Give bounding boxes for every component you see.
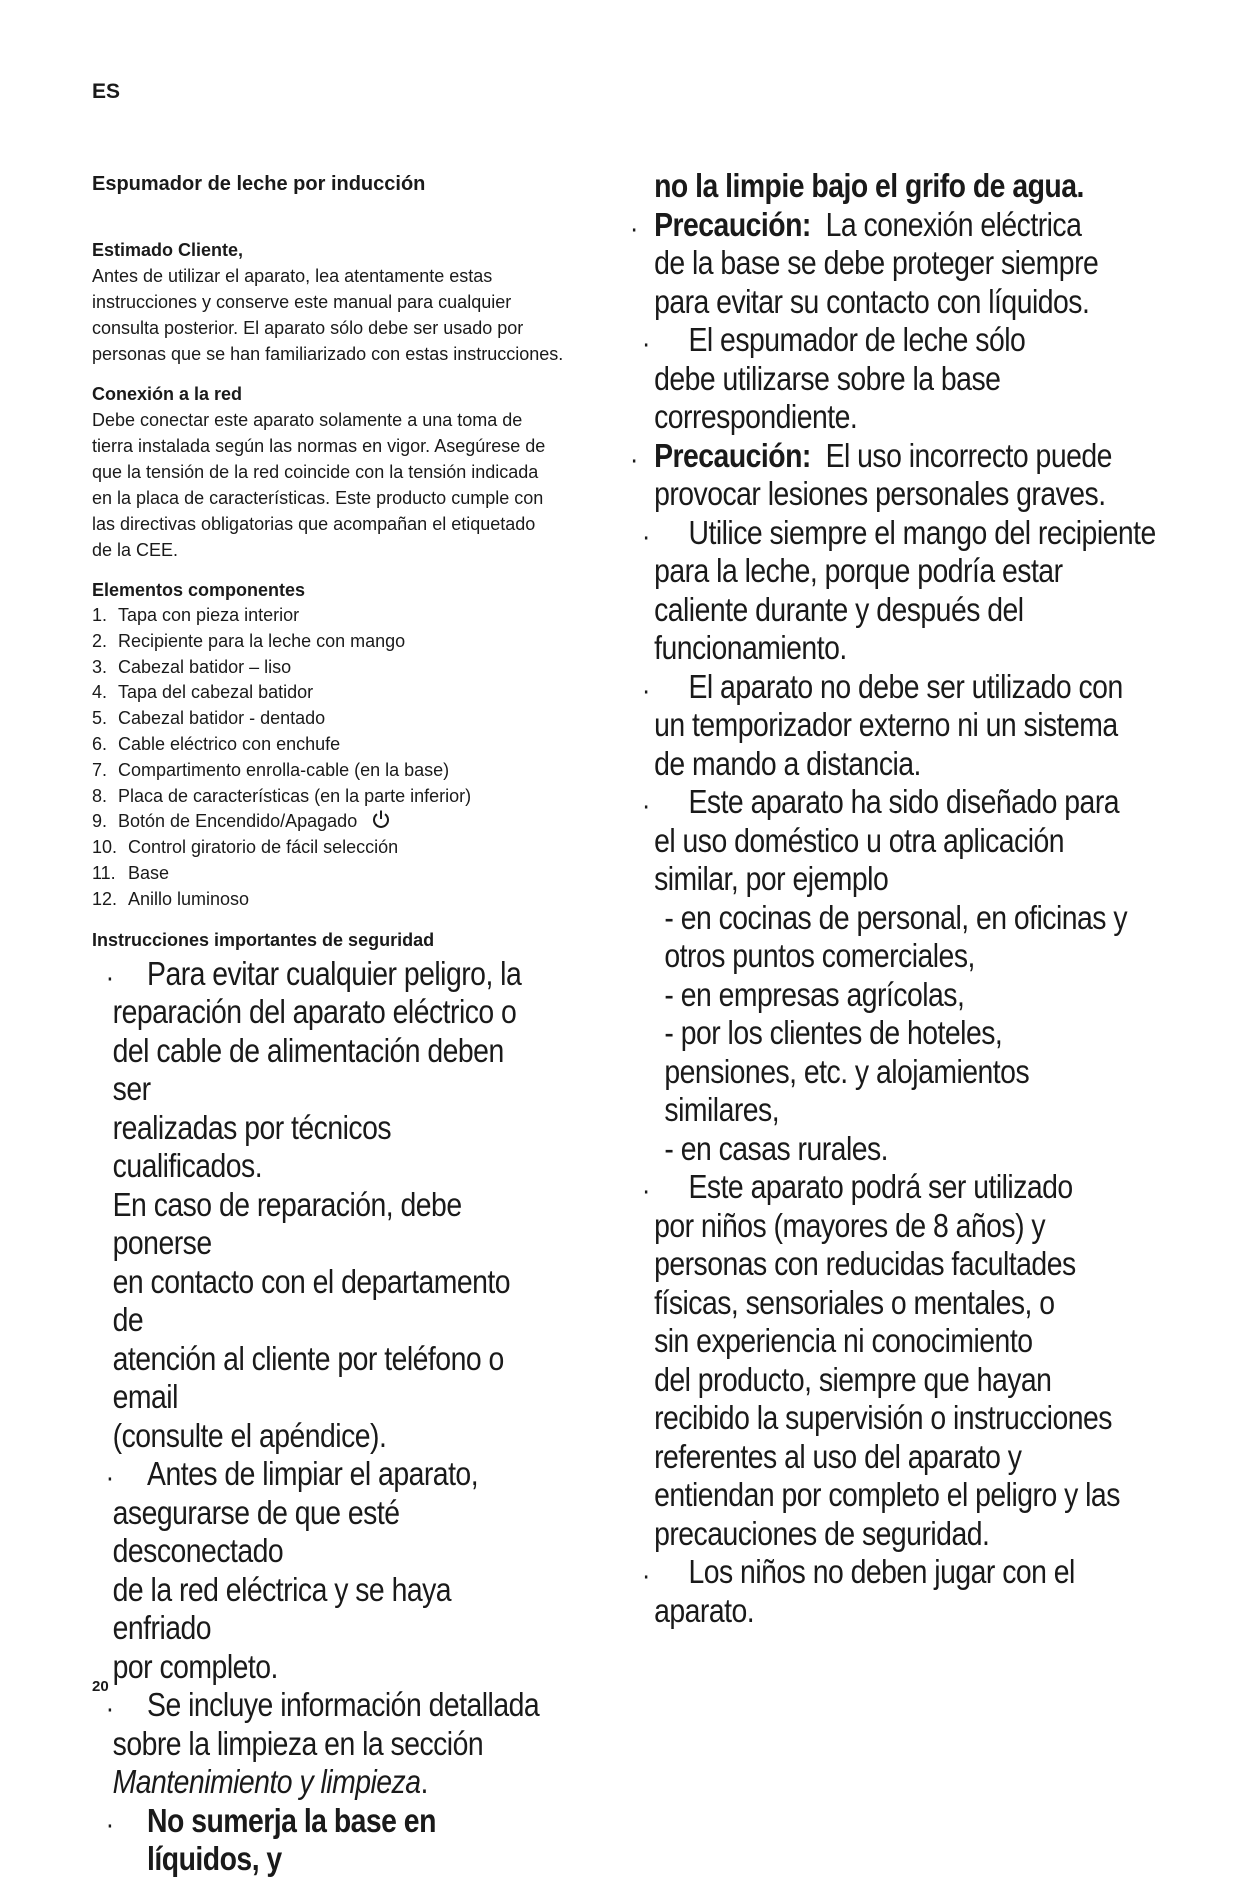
power-icon (371, 809, 391, 829)
greeting-line: personas que se han familiarizado con estas instrucciones. (92, 344, 564, 364)
list-item: 3. Cabezal batidor – liso (92, 656, 292, 677)
list-item: · Este aparato ha sido diseñado para (630, 783, 1129, 822)
text-line: por completo. (112, 1647, 278, 1685)
left-column (92, 170, 612, 1879)
text-line: caliente durante y después del (654, 590, 1024, 628)
list-item: · El aparato no debe ser utilizado con (630, 668, 1129, 707)
bullet-icon: · (643, 1182, 649, 1204)
text-line: aparato. (654, 1591, 755, 1629)
list-item: · Se incluye información detallada (92, 1686, 539, 1725)
text-line: de la base se debe proteger siempre (654, 244, 1099, 281)
list-item: · El espumador de leche sólo (630, 321, 1129, 360)
list-item: 9. Botón de Encendido/Apagado (92, 809, 612, 835)
list-item: · Precaución: El uso incorrecto puede (630, 437, 1129, 476)
bullet-icon: · (631, 219, 637, 242)
greeting-heading: Estimado Cliente, (92, 240, 244, 260)
text-line: para evitar su contacto con líquidos. (654, 282, 1090, 320)
text-line: asegurarse de que esté desconectado (112, 1493, 400, 1570)
list-item: · Precaución: La conexión eléctrica (630, 206, 1129, 245)
text-line: - en casas rurales. (664, 1129, 889, 1167)
connection-line: en la placa de características. Este producto cumple con (92, 488, 544, 508)
bullet-icon: · (631, 450, 637, 473)
text-line: correspondiente. (654, 398, 858, 435)
greeting-line: Antes de utilizar el aparato, lea atentamente estas (92, 266, 493, 286)
safety-section (92, 927, 612, 1879)
text-line: físicas, sensoriales o mentales, o (654, 1283, 1055, 1321)
bullet-icon: · (643, 797, 649, 819)
list-item: · Los niños no deben jugar con el (630, 1553, 1129, 1592)
list-item: 4. Tapa del cabezal batidor (92, 682, 314, 703)
language-code: ES (92, 80, 121, 103)
text-line: - por los clientes de hoteles, (664, 1014, 1003, 1051)
connection-line: que la tensión de la red coincide con la tensión indicada (92, 462, 539, 482)
list-item: 8. Placa de características (en la parte inferior) (92, 785, 472, 806)
bullet-icon: · (107, 1700, 113, 1723)
list-item: · Este aparato podrá ser utilizado (630, 1168, 1129, 1207)
text-line: similar, por ejemplo (654, 860, 889, 897)
text-line: en contacto con el departamento de (112, 1262, 511, 1339)
text-line: referentes al uso del aparato y (654, 1437, 1022, 1475)
text-line: para la leche, porque podría estar (654, 552, 1063, 589)
text-line: En caso de reparación, debe ponerse (112, 1185, 462, 1262)
list-item: · Utilice siempre el mango del recipiente (630, 514, 1129, 553)
components-list (92, 603, 612, 913)
text-line: de mando a distancia. (654, 744, 921, 782)
text-line: atención al cliente por teléfono o email (112, 1339, 504, 1416)
text-line: otros puntos comerciales, (664, 937, 975, 974)
text-line: (consulte el apéndice). (112, 1416, 387, 1454)
document-title: Espumador de leche por inducción (92, 173, 426, 195)
text-line: realizadas por técnicos cualificados. (112, 1108, 392, 1185)
page-number: 20 (92, 1678, 109, 1695)
greeting-line: consulta posterior. El aparato sólo debe ser usado por (92, 318, 524, 338)
text-line: sobre la limpieza en la sección (112, 1724, 484, 1762)
text-line: funcionamiento. (654, 629, 847, 666)
text-line: un temporizador externo ni un sistema (654, 706, 1118, 743)
connection-heading: Conexión a la red (92, 384, 243, 404)
bullet-icon: · (643, 1567, 649, 1589)
text-line: el uso doméstico u otra aplicación (654, 821, 1065, 859)
text-line: de la red eléctrica y se haya enfriado (112, 1570, 452, 1647)
greeting-line: instrucciones y conserve este manual para cualquier (92, 292, 512, 312)
text-line: del cable de alimentación deben ser (112, 1031, 504, 1108)
text-line: recibido la supervisión o instrucciones (654, 1399, 1112, 1436)
list-item: 10. Control giratorio de fácil selección (92, 837, 399, 858)
text-line: - en cocinas de personal, en oficinas y (664, 898, 1128, 936)
text-line: entiendan por completo el peligro y las (654, 1476, 1120, 1513)
list-item: 1. Tapa con pieza interior (92, 605, 300, 625)
text-line: Mantenimiento y limpieza. (112, 1763, 428, 1801)
list-item: · No sumerja la base en líquidos, y (107, 1801, 436, 1878)
right-column (630, 167, 1210, 1630)
list-item: 11. Base (92, 862, 170, 883)
text-line: sin experiencia ni conocimiento (654, 1322, 1033, 1359)
greeting-section (92, 237, 612, 367)
bullet-icon: · (107, 1815, 113, 1838)
text-line: debe utilizarse sobre la base (654, 359, 1001, 397)
text-line: provocar lesiones personales graves. (654, 475, 1106, 512)
list-item: 6. Cable eléctrico con enchufe (92, 733, 341, 754)
connection-line: de la CEE. (92, 540, 179, 560)
text-line: por niños (mayores de 8 años) y (654, 1206, 1046, 1244)
components-heading: Elementos componentes (92, 580, 306, 600)
text-line: del producto, siempre que hayan (654, 1360, 1052, 1398)
text-line: no la limpie bajo el grifo de agua. (654, 167, 1084, 204)
connection-line: Debe conectar este aparato solamente a una toma de (92, 410, 523, 430)
list-item: · Antes de limpiar el aparato, (92, 1455, 539, 1494)
connection-section (92, 381, 612, 563)
text-line: precauciones de seguridad. (654, 1514, 990, 1552)
bullet-icon: · (107, 1469, 113, 1492)
safety-list (92, 955, 612, 1879)
text-line: - en empresas agrícolas, (664, 975, 965, 1013)
bullet-icon: · (643, 335, 649, 357)
components-section (92, 577, 612, 913)
bullet-icon: · (107, 968, 113, 991)
list-item: 5. Cabezal batidor - dentado (92, 708, 326, 729)
bullet-icon: · (643, 681, 649, 704)
bullet-icon: · (643, 527, 649, 550)
connection-line: las directivas obligatorias que acompañan el etiquetado (92, 514, 536, 534)
text-line: similares, (664, 1091, 780, 1128)
list-item: · Para evitar cualquier peligro, la (92, 955, 539, 994)
safety-heading: Instrucciones importantes de seguridad (92, 929, 435, 950)
list-item: 2. Recipiente para la leche con mango (92, 630, 406, 651)
list-item: 7. Compartimento enrolla-cable (en la base) (92, 759, 450, 780)
text-line: pensiones, etc. y alojamientos (664, 1052, 1030, 1090)
text-line: personas con reducidas facultades (654, 1245, 1076, 1282)
list-item: 12. Anillo luminoso (92, 888, 250, 909)
connection-line: tierra instalada según las normas en vigor. Asegúrese de (92, 436, 546, 456)
text-line: reparación del aparato eléctrico o (112, 993, 517, 1031)
